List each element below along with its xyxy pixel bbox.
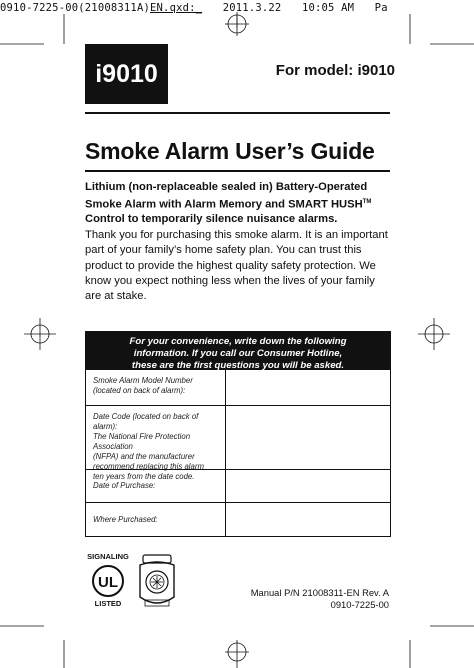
svg-text:UL: UL	[98, 574, 118, 591]
form-row-model-number	[86, 369, 390, 405]
date-code-field[interactable]	[226, 406, 390, 469]
date-of-purchase-field[interactable]	[226, 470, 390, 502]
header-rule	[85, 112, 390, 114]
trademark-mark: TM	[362, 198, 372, 205]
intro-paragraph: Thank you for purchasing this smoke alarm. It is an important part of your family’s home safety plan. You can trust this product to provide the highest quality safety protection. We know you expect nothing less when the lives of your family are at stake.	[85, 229, 388, 303]
where-purchased-field[interactable]	[226, 503, 390, 536]
title-rule	[85, 170, 390, 172]
form-header: For your convenience, write down the following information. If you call our Consumer Hotline, these are the first questions you will be asked.	[86, 332, 390, 369]
consumer-info-form	[85, 331, 391, 537]
manual-part-number: Manual P/N 21008311-EN Rev. A 0910-7225-00	[250, 587, 389, 610]
registration-mark-left	[24, 318, 56, 350]
file-slug	[0, 2, 474, 14]
svg-text:LISTED: LISTED	[94, 599, 122, 608]
registration-mark-right	[418, 318, 450, 350]
slug-file: 0910-7225-00(21008311A)EN.qxd:_	[0, 2, 203, 14]
ul-listed-logo	[85, 551, 131, 609]
form-row-where-purchased	[86, 502, 390, 536]
model-badge: i9010	[85, 44, 168, 104]
slug-time: 10:05 AM	[301, 2, 355, 14]
for-model-label: For model: i9010	[275, 62, 395, 79]
svg-text:SIGNALING: SIGNALING	[87, 552, 129, 561]
form-label-where-purchased: Where Purchased:	[86, 503, 226, 536]
form-label-model-number: Smoke Alarm Model Number (located on back of alarm):	[86, 370, 226, 405]
page-title: Smoke Alarm User’s Guide	[85, 138, 375, 164]
product-subtitle: Lithium (non-replaceable sealed in) Battery-Operated Smoke Alarm with Alarm Memory and SMART HUSH™ Control to temporarily silence nuisance alarms.	[85, 181, 372, 225]
model-number-field[interactable]	[226, 370, 390, 405]
registration-mark-top	[225, 12, 249, 36]
form-row-date-code	[86, 405, 390, 481]
registration-mark-bottom	[225, 640, 249, 668]
form-label-date-code: Date Code (located on back of alarm): The National Fire Protection Association (NFPA) and the manufacturer recommend replacing this alarm ten years from the date code.	[86, 406, 226, 469]
fire-marshal-seal-icon	[137, 553, 177, 611]
form-label-date-of-purchase: Date of Purchase:	[86, 470, 226, 502]
form-row-date-of-purchase	[86, 469, 390, 502]
slug-page: Pa	[374, 2, 388, 14]
slug-date: 2011.3.22	[222, 2, 282, 14]
